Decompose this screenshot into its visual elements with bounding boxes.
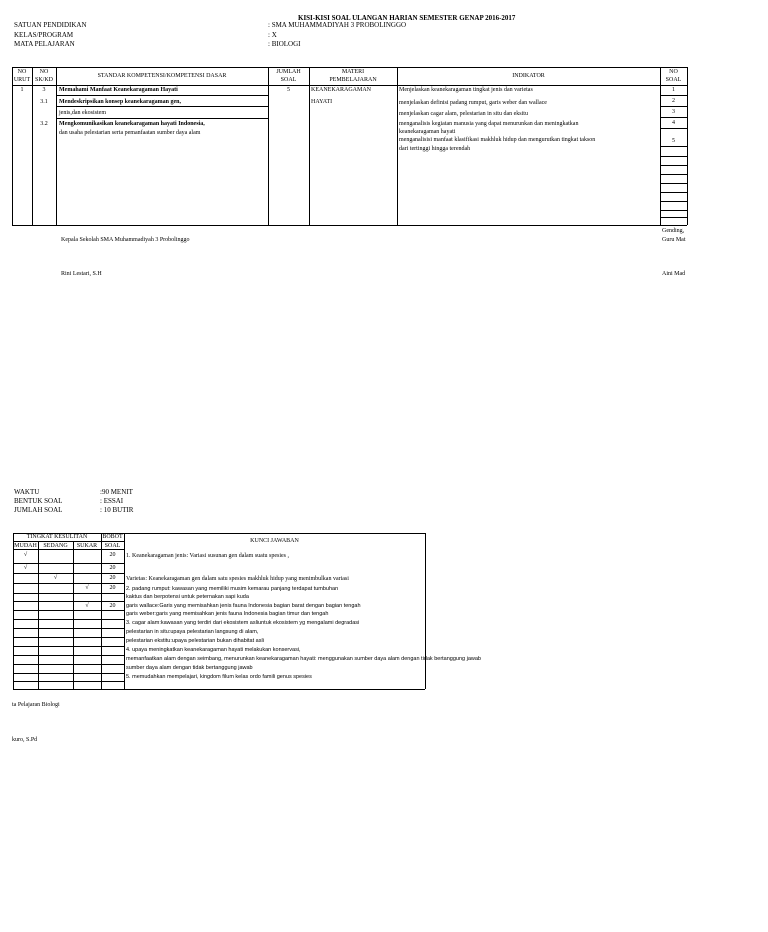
standar-line: Memahami Manfaat Keanekaragaman Hayati	[59, 87, 178, 93]
page-title: KISI-KISI SOAL ULANGAN HARIAN SEMESTER GENAP 2016-2017	[298, 14, 516, 22]
principal-name: Rini Lestari, S.H	[61, 271, 102, 277]
row-4-bobot: 20	[109, 585, 116, 591]
header-no-urut-2: URUT	[13, 77, 31, 83]
indikator-line: dari tertinggi hingga terendah	[399, 146, 471, 152]
place-date: Gending,	[662, 228, 685, 234]
no-soal-cell: 3	[672, 109, 675, 115]
info-value-satuan: : SMA MUHAMMADIYAH 3 PROBOLINGGO	[268, 21, 407, 29]
header-soal: SOAL	[104, 543, 121, 549]
info-label-mapel: MATA PELAJARAN	[14, 40, 75, 48]
header-no-skkd-2: SK/KD	[34, 77, 53, 83]
info-label-kelas: KELAS/PROGRAM	[14, 31, 74, 39]
indikator-line: Menjelaskan keanekaragaman tingkat jenis dan varietas	[399, 87, 533, 93]
kunci-line: 5. memudahkan mempelajari, kingdom filum kelas ordo famili genus spesies	[126, 674, 312, 680]
exam-value-jumlah: : 10 BUTIR	[100, 506, 134, 514]
row-1-mudah: √	[23, 552, 28, 558]
standar-line: dan usaha pelestarian serta pemanfaatan sumber daya alam	[59, 130, 201, 136]
indikator-line: menganalisisi manfaat klasifikasi makhluk hidup dan mengurutkan tingkat takson	[399, 137, 596, 143]
kunci-line: 4. upaya meningkatkan keanekaragaman hayati melakukan konservasi,	[126, 647, 301, 653]
header-no-soal-2: SOAL	[665, 77, 682, 83]
row-2-mudah: √	[23, 565, 28, 571]
kunci-line: pelestarian ekstitu:upaya pelestarian bukan dihabitat asli	[126, 638, 264, 644]
footer-name: kuro, S.Pd	[12, 737, 38, 743]
kunci-line: 1. Keanekaragaman jenis: Variasi susunan gen dalam suatu spesies ,	[126, 553, 290, 559]
row-1-bobot: 20	[109, 552, 116, 558]
standar-line: Mengkomunikasikan keanekaragaman hayati Indonesia,	[59, 121, 205, 127]
header-no-soal-1: NO	[669, 69, 678, 75]
no-soal-cell: 2	[672, 98, 675, 104]
exam-label-jumlah: JUMLAH SOAL	[14, 506, 63, 514]
exam-value-waktu: :90 MENIT	[100, 488, 133, 496]
kunci-line: memanfaatkan alam dengan seimbang, menurunkan keanekaragaman hayati: menggunakan sumber daya alam dengan tidak bertanggung jawab	[126, 656, 481, 662]
standar-line: Mendeskripsikan konsep keanekaragaman gen,	[59, 99, 182, 105]
header-mudah: MUDAH	[14, 543, 37, 549]
indikator-line: menjelaskan cagar alam, pelestarian in situ dan eksitu	[399, 111, 528, 117]
row-2-bobot: 20	[109, 565, 116, 571]
info-value-kelas: : X	[268, 31, 277, 39]
header-tingkat: TINGKAT KESULITAN	[26, 534, 88, 540]
kunci-line: sumber daya alam dengan tidak bertanggung jawab	[126, 665, 253, 671]
header-kunci: KUNCI JAWABAN	[250, 538, 299, 544]
kunci-line: 3. cagar alam:kawasan yang terdiri dari ekosistem asliuntuk ekosistem yg mengalami degradasi	[126, 620, 360, 626]
kunci-line: 2. padang rumput: kawasan yang memiliki musim kemarau panjang terdapat tumbuhan	[126, 586, 339, 592]
kunci-line: Varietas: Keanekaragaman gen dalam satu spesies makhluk hidup yang menimbulkan variasi	[126, 576, 349, 582]
indikator-line: menjelaskan definisi padang rumput, garis weber dan wallace	[399, 100, 547, 106]
header-standar: STANDAR KOMPETENSI/KOMPETENSI DASAR	[97, 73, 227, 79]
row-4-sukar: √	[85, 585, 89, 591]
indikator-line: menganalisis kegiatan manusia yang dapat menurunkan dan meningkatkan	[399, 121, 579, 127]
header-bobot: BOBOT	[102, 534, 123, 540]
cell-skkd-3-1: 3.1	[40, 99, 48, 105]
kunci-line: garis wallace:Garis yang memisahkan jenis fauna Indonesia bagian barat dengan bagian tengah	[126, 603, 361, 609]
no-soal-cell: 1	[672, 87, 675, 93]
exam-label-bentuk: BENTUK SOAL	[14, 497, 63, 505]
standar-line: jenis,dan ekosistem	[59, 110, 106, 116]
header-jumlah-2: SOAL	[280, 77, 297, 83]
header-no-skkd-1: NO	[39, 69, 49, 75]
kunci-line: kaktus dan berpotensi untuk peternakan sapi kuda	[126, 594, 249, 600]
info-value-mapel: : BIOLOGI	[268, 40, 301, 48]
kunci-line: pelestarian in situ:upaya pelestarian langsung di alam,	[126, 629, 259, 635]
header-no-urut-1: NO	[17, 69, 27, 75]
principal-role: Kepala Sekolah SMA Muhammadiyah 3 Probolinggo	[61, 237, 190, 243]
cell-skkd-3-2: 3.2	[40, 121, 48, 127]
teacher-name: Aini Mad	[662, 271, 686, 277]
row-3-sedang: √	[53, 575, 58, 581]
exam-label-waktu: WAKTU	[14, 488, 40, 496]
indikator-line: keanekaragaman hayati	[399, 129, 456, 135]
materi-line: KEANEKARAGAMAN	[311, 87, 371, 93]
cell-jumlah-soal: 5	[287, 87, 290, 93]
no-soal-cell: 4	[672, 120, 675, 126]
row-6-bobot: 20	[109, 603, 116, 609]
header-materi-2: PEMBELAJARAN	[329, 77, 377, 83]
no-soal-cell: 5	[672, 138, 675, 144]
header-sukar: SUKAR	[76, 543, 98, 549]
header-indikator: INDIKATOR	[512, 73, 545, 79]
cell-no-urut: 1	[20, 87, 24, 93]
materi-line: HAYATI	[311, 99, 333, 105]
header-jumlah-1: JUMLAH	[276, 69, 301, 75]
kunci-line: garis weber:garis yang memisahkan jenis fauna Indonesia bagian timur dan tengah	[126, 611, 329, 617]
row-6-sukar: √	[85, 603, 89, 609]
footer-role: ta Pelajaran Biologi	[12, 702, 60, 708]
header-sedang: SEDANG	[43, 543, 68, 549]
teacher-role: Guru Mat	[662, 237, 686, 243]
row-3-bobot: 20	[109, 575, 116, 581]
exam-value-bentuk: : ESSAI	[100, 497, 124, 505]
header-materi-1: MATERI	[341, 69, 365, 75]
info-label-satuan: SATUAN PENDIDIKAN	[14, 21, 87, 29]
cell-skkd-3: 3	[42, 87, 46, 93]
